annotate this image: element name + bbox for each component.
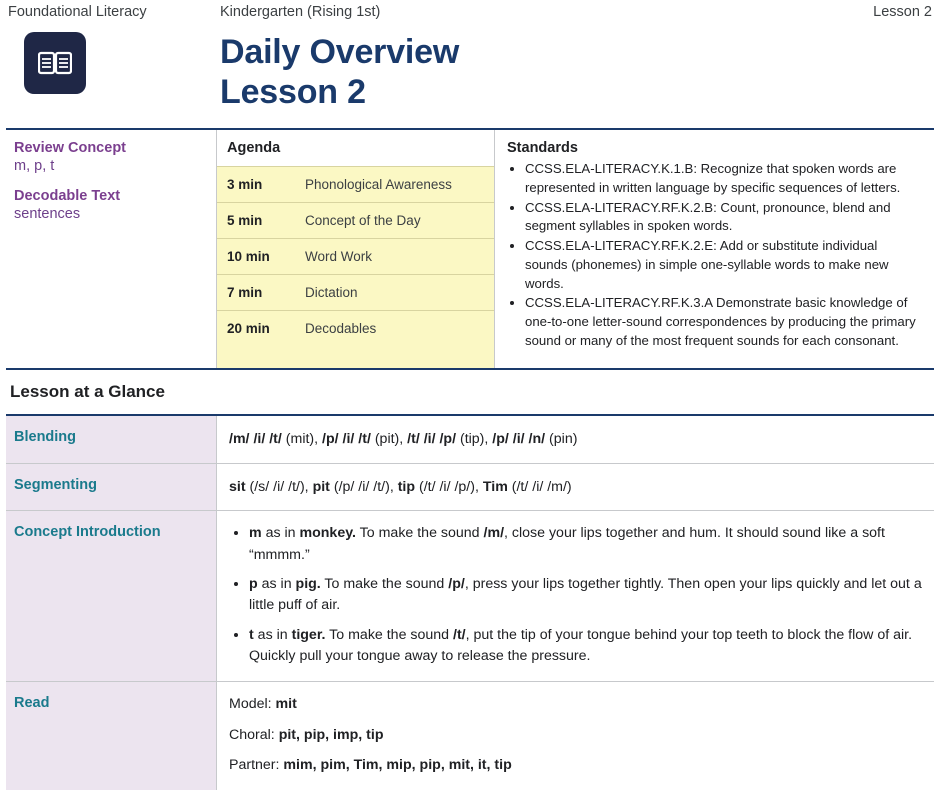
glance-label: Segmenting (6, 464, 217, 511)
glance-value (217, 511, 934, 681)
standard-item: • CCSS.ELA-LITERACY.RF.K.3.A Demonstrate basic knowledge of one-to-one letter-sound correspondences by producing the primary sound or many of the most frequent sounds for each consonant. (525, 294, 922, 350)
agenda-time: 7 min (227, 285, 263, 301)
review-column (6, 130, 217, 368)
glance-row-blending (6, 414, 934, 463)
glance-row-segmenting (6, 463, 934, 511)
glance-value (217, 682, 934, 790)
standards-heading: Standards (507, 140, 578, 157)
glance-row-read (6, 681, 934, 790)
header-subject: Foundational Literacy (8, 4, 147, 20)
agenda-time: 3 min (227, 177, 263, 193)
agenda-row (217, 310, 494, 346)
glance-label: Read (6, 682, 217, 790)
header-meta-row (2, 0, 938, 20)
agenda-time: 10 min (227, 249, 270, 265)
page-title (220, 32, 459, 112)
concept-item: • t as in tiger. To make the sound /t/, put the tip of your tongue behind your top teeth to block the flow of air. Quickly pull your tongue away to release the pressure. (249, 625, 922, 668)
overview-table (6, 130, 934, 370)
glance-row-concept-introduction (6, 510, 934, 681)
agenda-activity: Dictation (305, 285, 358, 301)
agenda-time: 5 min (227, 213, 263, 229)
read-line: Partner: mim, pim, Tim, mip, pip, mit, it, tip (229, 757, 512, 774)
glance-value: sit (/s/ /i/ /t/), pit (/p/ /i/ /t/), tip (/t/ /i/ /p/), Tim (/t/ /i/ /m/) (229, 478, 572, 495)
header-lesson-tag: Lesson 2 (873, 4, 932, 20)
concept-item: • p as in pig. To make the sound /p/, press your lips together tightly. Then open your lips quickly and let out a little puff of air. (249, 574, 922, 617)
standard-item: • CCSS.ELA-LITERACY.RF.K.2.B: Count, pronounce, blend and segment syllables in spoken words. (525, 199, 922, 236)
agenda-row (217, 274, 494, 310)
glance-heading: Lesson at a Glance (10, 382, 165, 402)
agenda-activity: Concept of the Day (305, 213, 421, 229)
agenda-time: 20 min (227, 321, 270, 337)
page-title-line2: Lesson 2 (220, 73, 366, 112)
review-concept-value: m, p, t (14, 158, 55, 175)
glance-value: /m/ /i/ /t/ (mit), /p/ /i/ /t/ (pit), /t/ /i/ /p/ (tip), /p/ /i/ /n/ (pin) (229, 431, 578, 448)
page-title-line1: Daily Overview (220, 33, 460, 71)
standards-list (507, 160, 922, 350)
agenda-rows (217, 166, 494, 368)
title-band (2, 20, 938, 128)
standard-item: • CCSS.ELA-LITERACY.K.1.B: Recognize that spoken words are represented in written language by specific sequences of letters. (525, 160, 922, 197)
agenda-activity: Word Work (305, 249, 373, 265)
concept-list (229, 523, 922, 667)
decodable-text-value: sentences (14, 206, 81, 223)
glance-table (6, 414, 934, 790)
logo-wrap (8, 32, 220, 94)
glance-label: Concept Introduction (6, 511, 217, 681)
agenda-row (217, 202, 494, 238)
agenda-column (217, 130, 495, 368)
review-concept-title: Review Concept (14, 140, 126, 157)
read-line: Model: mit (229, 696, 297, 713)
agenda-row (217, 166, 494, 202)
agenda-activity: Phonological Awareness (305, 177, 452, 193)
header-grade: Kindergarten (Rising 1st) (220, 4, 381, 20)
glance-label: Blending (6, 416, 217, 463)
agenda-row (217, 238, 494, 274)
standards-column (495, 130, 934, 368)
agenda-filler (217, 346, 494, 368)
read-line: Choral: pit, pip, imp, tip (229, 726, 384, 743)
open-book-icon (24, 32, 86, 94)
agenda-activity: Decodables (305, 321, 377, 337)
standard-item: • CCSS.ELA-LITERACY.RF.K.2.E: Add or substitute individual sounds (phonemes) in simple one-syllable words to make new words. (525, 237, 922, 293)
agenda-heading: Agenda (227, 140, 281, 157)
decodable-text-title: Decodable Text (14, 188, 121, 205)
concept-item: • m as in monkey. To make the sound /m/, close your lips together and hum. It should sound like a soft “mmmm.” (249, 523, 922, 566)
